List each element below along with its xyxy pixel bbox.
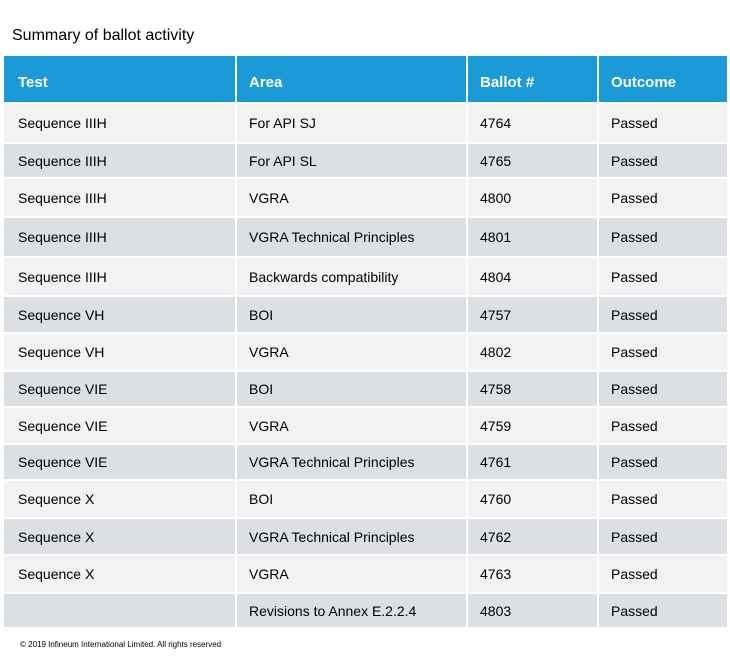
cell-area: VGRA Technical Principles <box>237 218 466 256</box>
cell-test: Sequence VH <box>4 334 235 370</box>
cell-ballot: 4764 <box>468 104 597 142</box>
table-row <box>4 556 727 592</box>
cell-test: Sequence VIE <box>4 372 235 406</box>
cell-ballot: 4759 <box>468 408 597 443</box>
cell-ballot: 4761 <box>468 445 597 479</box>
cell-area: BOI <box>237 297 466 332</box>
cell-ballot: 4763 <box>468 556 597 592</box>
cell-outcome: Passed <box>599 179 727 216</box>
cell-ballot: 4803 <box>468 594 597 627</box>
cell-outcome: Passed <box>599 481 727 517</box>
cell-outcome: Passed <box>599 218 727 256</box>
cell-outcome: Passed <box>599 104 727 142</box>
cell-area: BOI <box>237 481 466 517</box>
table-row <box>4 218 727 256</box>
cell-outcome: Passed <box>599 556 727 592</box>
cell-outcome: Passed <box>599 594 727 627</box>
cell-test: Sequence IIIH <box>4 144 235 177</box>
cell-area: VGRA Technical Principles <box>237 519 466 554</box>
cell-test: Sequence VIE <box>4 408 235 443</box>
table-row <box>4 144 727 177</box>
cell-area: VGRA Technical Principles <box>237 445 466 479</box>
cell-ballot: 4800 <box>468 179 597 216</box>
cell-ballot: 4802 <box>468 334 597 370</box>
cell-test: Sequence X <box>4 519 235 554</box>
cell-area: VGRA <box>237 556 466 592</box>
cell-area: VGRA <box>237 179 466 216</box>
cell-outcome: Passed <box>599 258 727 295</box>
table-row <box>4 594 727 627</box>
cell-ballot: 4760 <box>468 481 597 517</box>
cell-outcome: Passed <box>599 519 727 554</box>
cell-area: Revisions to Annex E.2.2.4 <box>237 594 466 627</box>
cell-ballot: 4801 <box>468 218 597 256</box>
cell-ballot: 4757 <box>468 297 597 332</box>
table-row <box>4 372 727 406</box>
cell-test: Sequence VIE <box>4 445 235 479</box>
cell-area: VGRA <box>237 334 466 370</box>
table-row <box>4 445 727 479</box>
cell-test: Sequence X <box>4 481 235 517</box>
cell-outcome: Passed <box>599 408 727 443</box>
cell-outcome: Passed <box>599 334 727 370</box>
cell-outcome: Passed <box>599 372 727 406</box>
cell-test: Sequence IIIH <box>4 218 235 256</box>
header-area: Area <box>237 56 466 102</box>
cell-test <box>4 594 235 627</box>
table-row <box>4 179 727 216</box>
table-row <box>4 519 727 554</box>
cell-outcome: Passed <box>599 297 727 332</box>
cell-area: For API SJ <box>237 104 466 142</box>
table-row <box>4 258 727 295</box>
table-row <box>4 297 727 332</box>
table-row <box>4 334 727 370</box>
cell-area: For API SL <box>237 144 466 177</box>
cell-area: VGRA <box>237 408 466 443</box>
cell-ballot: 4762 <box>468 519 597 554</box>
cell-test: Sequence VH <box>4 297 235 332</box>
table-row <box>4 104 727 142</box>
cell-area: Backwards compatibility <box>237 258 466 295</box>
header-test: Test <box>4 56 235 102</box>
cell-test: Sequence IIIH <box>4 104 235 142</box>
cell-test: Sequence IIIH <box>4 179 235 216</box>
cell-test: Sequence IIIH <box>4 258 235 295</box>
cell-test: Sequence X <box>4 556 235 592</box>
header-outcome: Outcome <box>599 56 727 102</box>
cell-outcome: Passed <box>599 144 727 177</box>
table-row <box>4 481 727 517</box>
table-row <box>4 408 727 443</box>
cell-ballot: 4765 <box>468 144 597 177</box>
ballot-summary-table <box>2 54 729 629</box>
header-ballot: Ballot # <box>468 56 597 102</box>
page-title: Summary of ballot activity <box>12 27 195 44</box>
cell-area: BOI <box>237 372 466 406</box>
cell-ballot: 4804 <box>468 258 597 295</box>
cell-outcome: Passed <box>599 445 727 479</box>
cell-ballot: 4758 <box>468 372 597 406</box>
copyright-footer: © 2019 Infineum International Limited. All rights reserved <box>20 640 222 649</box>
table-header-row <box>4 56 727 102</box>
